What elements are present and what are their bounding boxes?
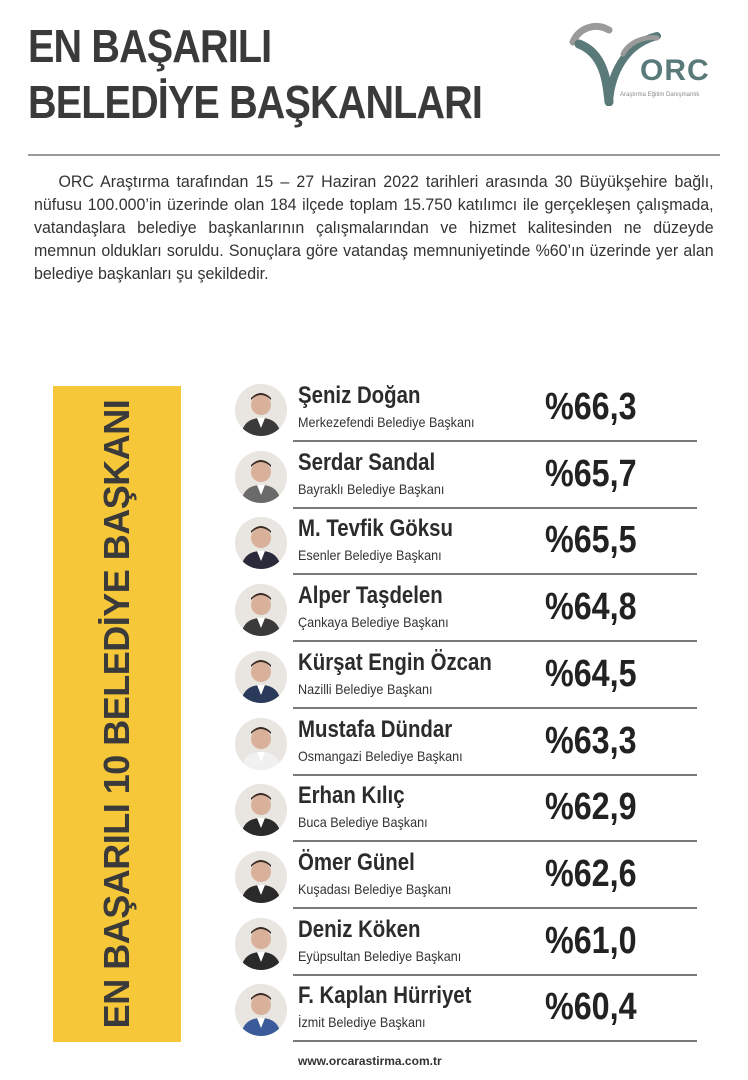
mayor-percent: %62,9 xyxy=(545,786,637,829)
mayor-name: Mustafa Dündar xyxy=(298,715,453,743)
mayor-row xyxy=(235,378,697,442)
mayor-percent: %62,6 xyxy=(545,852,637,895)
avatar xyxy=(235,384,287,436)
mayor-name: Alper Taşdelen xyxy=(298,582,443,610)
mayor-row xyxy=(235,845,697,909)
mayor-post: Esenler Belediye Başkanı xyxy=(298,547,442,564)
mayor-percent: %65,7 xyxy=(545,452,637,495)
row-divider xyxy=(293,774,697,776)
row-divider xyxy=(293,907,697,909)
logo-text: ORC xyxy=(640,54,710,87)
mayor-percent: %64,8 xyxy=(545,586,637,629)
mayor-percent: %61,0 xyxy=(545,919,637,962)
mayor-post: Kuşadası Belediye Başkanı xyxy=(298,880,452,897)
mayor-name: M. Tevfik Göksu xyxy=(298,515,453,543)
avatar xyxy=(235,451,287,503)
avatar xyxy=(235,517,287,569)
mayor-row xyxy=(235,578,697,642)
mayor-name: Şeniz Doğan xyxy=(298,382,421,409)
mayor-row xyxy=(235,778,697,842)
avatar xyxy=(235,584,287,636)
row-divider xyxy=(293,573,697,575)
intro-paragraph: ORC Araştırma tarafından 15 – 27 Haziran 2022 tarihleri arasında 30 Büyükşehire bağlı, nüfusu 100.000’in üzerinde olan 184 ilçede toplam 15.750 katılımcı ile gerçekleşen çalışmada, vatandaşlara belediye başkanlarının çalışmalarından ve hizmet kalitesinden ne düzeyde memnun oldukları soruldu. Sonuçlara göre vatandaş memnuniyetinde %60’ın üzerinde yer alan belediye başkanları şu şekildedir. xyxy=(34,172,714,283)
mayor-row xyxy=(235,645,697,709)
sidebar-label: EN BAŞARILI 10 BELEDİYE BAŞKANI xyxy=(96,399,137,1029)
avatar xyxy=(235,918,287,970)
mayor-post: Eyüpsultan Belediye Başkanı xyxy=(298,947,462,964)
row-divider xyxy=(293,840,697,842)
person-portrait-icon xyxy=(235,651,287,703)
row-divider xyxy=(293,440,697,442)
mayor-percent: %66,3 xyxy=(545,386,637,428)
avatar xyxy=(235,984,287,1036)
title-line-1: EN BAŞARILI xyxy=(28,20,272,72)
person-portrait-icon xyxy=(235,784,287,836)
mayor-name: Erhan Kılıç xyxy=(298,782,405,810)
mayor-name: Serdar Sandal xyxy=(298,448,436,476)
mayor-name: Ömer Günel xyxy=(298,848,415,876)
footer-url: www.orcarastirma.com.tr xyxy=(298,1054,442,1068)
mayor-post: Çankaya Belediye Başkanı xyxy=(298,614,449,631)
mayor-post: Nazilli Belediye Başkanı xyxy=(298,680,433,697)
mayor-post: Osmangazi Belediye Başkanı xyxy=(298,747,463,764)
row-divider xyxy=(293,974,697,976)
page-title xyxy=(28,18,482,130)
mayor-percent: %65,5 xyxy=(545,519,637,562)
person-portrait-icon xyxy=(235,584,287,636)
person-portrait-icon xyxy=(235,451,287,503)
person-portrait-icon xyxy=(235,718,287,770)
row-divider xyxy=(293,707,697,709)
mayor-row xyxy=(235,445,697,509)
person-portrait-icon xyxy=(235,384,287,436)
mayor-name: F. Kaplan Hürriyet xyxy=(298,982,472,1010)
header-divider xyxy=(28,154,720,156)
row-divider xyxy=(293,1040,697,1042)
mayor-row xyxy=(235,978,697,1042)
person-portrait-icon xyxy=(235,984,287,1036)
mayor-name: Kürşat Engin Özcan xyxy=(298,648,492,676)
avatar xyxy=(235,718,287,770)
person-portrait-icon xyxy=(235,918,287,970)
mayor-row xyxy=(235,712,697,776)
mayor-post: Buca Belediye Başkanı xyxy=(298,814,428,831)
mayor-post: İzmit Belediye Başkanı xyxy=(298,1014,426,1031)
mayor-row xyxy=(235,912,697,976)
row-divider xyxy=(293,507,697,509)
mayor-post: Merkezefendi Belediye Başkanı xyxy=(298,414,475,430)
avatar xyxy=(235,784,287,836)
mayor-name: Deniz Köken xyxy=(298,915,421,943)
row-divider xyxy=(293,640,697,642)
mayor-row xyxy=(235,511,697,575)
person-portrait-icon xyxy=(235,517,287,569)
mayor-percent: %64,5 xyxy=(545,652,637,695)
mayor-post: Bayraklı Belediye Başkanı xyxy=(298,480,445,497)
title-line-2: BELEDİYE BAŞKANLARI xyxy=(28,76,483,128)
mayor-percent: %60,4 xyxy=(545,986,637,1029)
logo-subtitle: Araştırma Eğitim Danışmanlık xyxy=(620,92,700,98)
avatar xyxy=(235,651,287,703)
mayor-percent: %63,3 xyxy=(545,719,637,762)
avatar xyxy=(235,851,287,903)
person-portrait-icon xyxy=(235,851,287,903)
